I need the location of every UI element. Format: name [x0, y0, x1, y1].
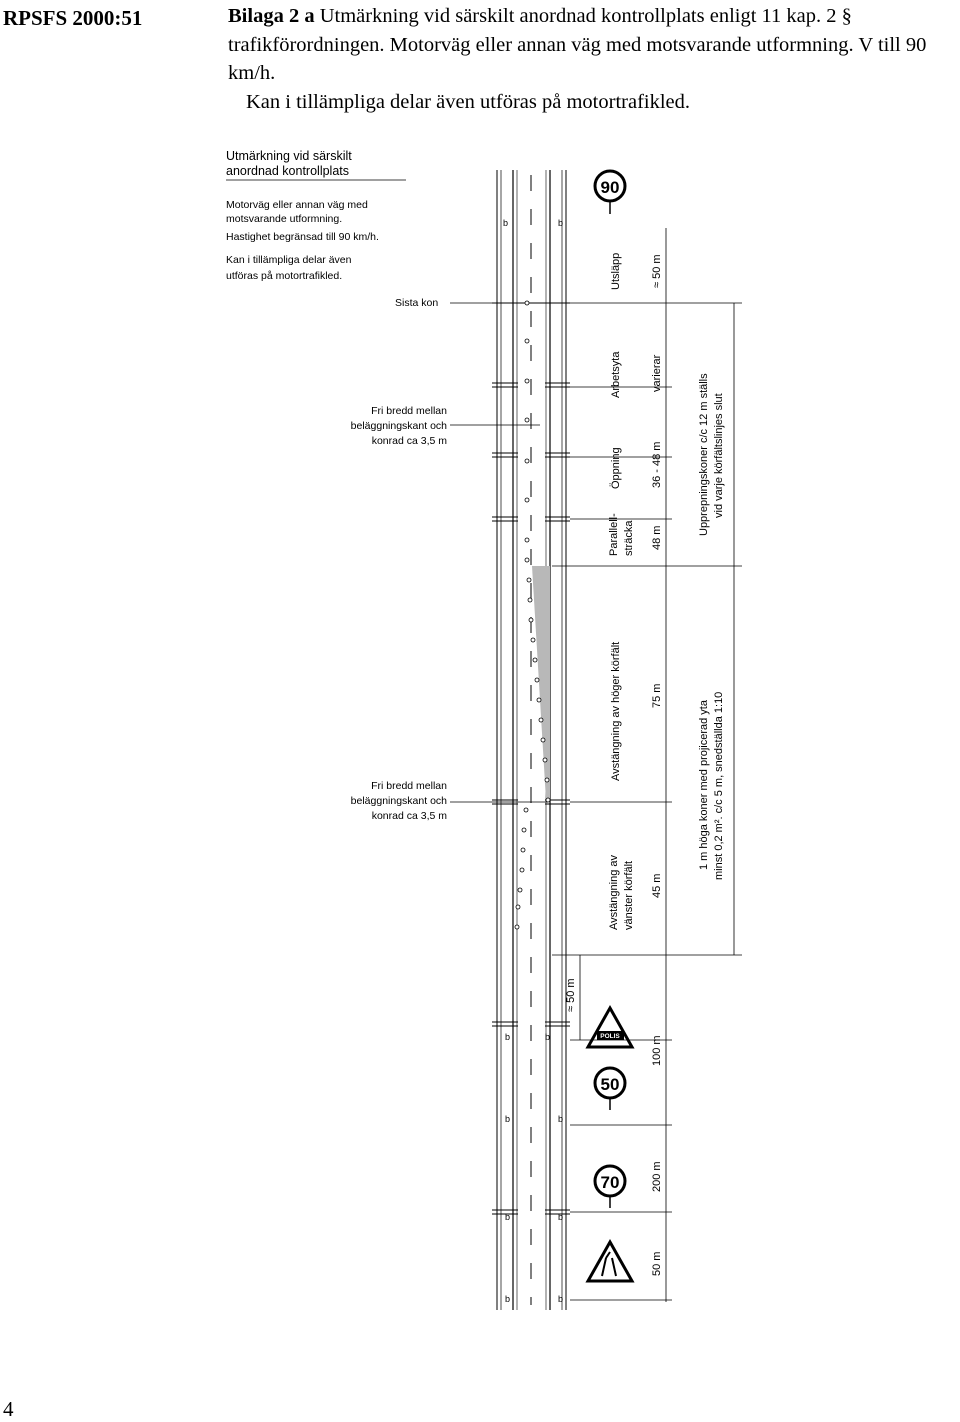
- svg-text:b: b: [505, 1212, 511, 1222]
- dist-left-closure: 45 m: [651, 873, 663, 898]
- zone-opening-label: Öppning: [610, 447, 622, 489]
- right-notes: [698, 373, 725, 880]
- legend-title-2: anordnad kontrollplats: [226, 164, 349, 178]
- document-id: RPSFS 2000:51: [3, 6, 143, 30]
- legend-body-1: Motorväg eller annan väg med: [226, 199, 368, 211]
- zone-parallel-label-1: Parallell-: [608, 513, 620, 556]
- dist-right-closure: 75 m: [651, 683, 663, 708]
- legend-body-5: utföras på motortrafikled.: [226, 270, 343, 282]
- dist-100: 100 m: [651, 1035, 663, 1066]
- note-repeat-line2: vid varje körfältslinjes slut: [713, 393, 725, 518]
- page-number: 4: [3, 1397, 14, 1421]
- closed-lane-area: [532, 566, 550, 800]
- note-cones-line2: minst 0,2 m². c/c 5 m, snedställda 1:10: [713, 691, 725, 880]
- dist-approach-near: ≈ 50 m: [565, 978, 577, 1012]
- dist-workarea: varierar: [651, 354, 663, 392]
- dist-50: 50 m: [651, 1251, 663, 1276]
- svg-text:b: b: [558, 1212, 564, 1222]
- svg-text:b: b: [505, 1032, 511, 1042]
- svg-text:90: 90: [600, 178, 620, 197]
- left-annotations: [351, 297, 548, 822]
- diagram-legend: [226, 149, 406, 282]
- zone-outlet-label: Utsläpp: [610, 252, 622, 290]
- svg-text:POLIS: POLIS: [600, 1033, 620, 1040]
- legend-body-4: Kan i tillämpliga delar även: [226, 254, 352, 266]
- dist-parallel: 48 m: [651, 525, 663, 550]
- free-width-label-1a: Fri bredd mellan: [371, 405, 447, 417]
- free-width-label-2c: konrad ca 3,5 m: [371, 810, 447, 822]
- zone-workarea-label: Arbetsyta: [610, 351, 622, 398]
- svg-text:b: b: [505, 1294, 511, 1304]
- legend-body-3: Hastighet begränsad till 90 km/h.: [226, 231, 379, 243]
- legend-body-2: motsvarande utformning.: [226, 213, 343, 225]
- zone-right-closure-label: Avstängning av höger körfält: [610, 641, 622, 781]
- zone-labels: [608, 253, 635, 930]
- annex-label: Bilaga 2 a: [228, 5, 315, 27]
- note-repeat-line1: Upprepningskoner c/c 12 m ställs: [698, 373, 710, 536]
- dist-opening: 36 - 48 m: [651, 441, 663, 488]
- legend-title-1: Utmärkning vid särskilt: [226, 149, 352, 163]
- free-width-label-2b: beläggningskant och: [350, 795, 447, 807]
- annex-title-text: Utmärkning vid särskilt anordnad kontrollplats enligt 11 kap. 2 § trafikförordningen. Motorväg eller annan väg med motsvarande utformning. V till 90 km/h.: [228, 5, 927, 85]
- last-cone-label: Sista kon: [395, 297, 439, 309]
- annex-title-line2: Kan i tillämpliga delar även utföras på motortrafikled.: [246, 91, 691, 114]
- svg-text:b: b: [558, 1294, 564, 1304]
- road-narrows-sign: [588, 1242, 632, 1281]
- speed-sign-50: [595, 1068, 625, 1110]
- svg-text:b: b: [503, 218, 509, 228]
- free-width-label-1b: beläggningskant och: [350, 420, 447, 432]
- svg-text:50: 50: [600, 1075, 620, 1094]
- note-cones-line1: 1 m höga koner med projicerad yta: [698, 700, 710, 870]
- lane-end-markers: [503, 218, 563, 1304]
- free-width-label-2a: Fri bredd mellan: [371, 780, 447, 792]
- zone-left-closure-label-2: vänster körfält: [623, 860, 635, 930]
- svg-text:b: b: [545, 1032, 551, 1042]
- svg-text:b: b: [558, 1114, 564, 1124]
- speed-sign-70: [595, 1166, 625, 1208]
- speed-sign-90: [595, 171, 625, 214]
- police-warning-sign: [588, 1008, 632, 1047]
- dist-outlet: ≈ 50 m: [651, 254, 663, 288]
- zone-left-closure-label-1: Avstängning av: [608, 854, 620, 930]
- svg-text:70: 70: [600, 1173, 620, 1192]
- road: [497, 170, 566, 1310]
- svg-text:b: b: [558, 218, 564, 228]
- svg-text:b: b: [505, 1114, 511, 1124]
- dist-200: 200 m: [651, 1161, 663, 1192]
- free-width-label-1c: konrad ca 3,5 m: [371, 435, 447, 447]
- zone-parallel-label-2: sträcka: [623, 520, 635, 556]
